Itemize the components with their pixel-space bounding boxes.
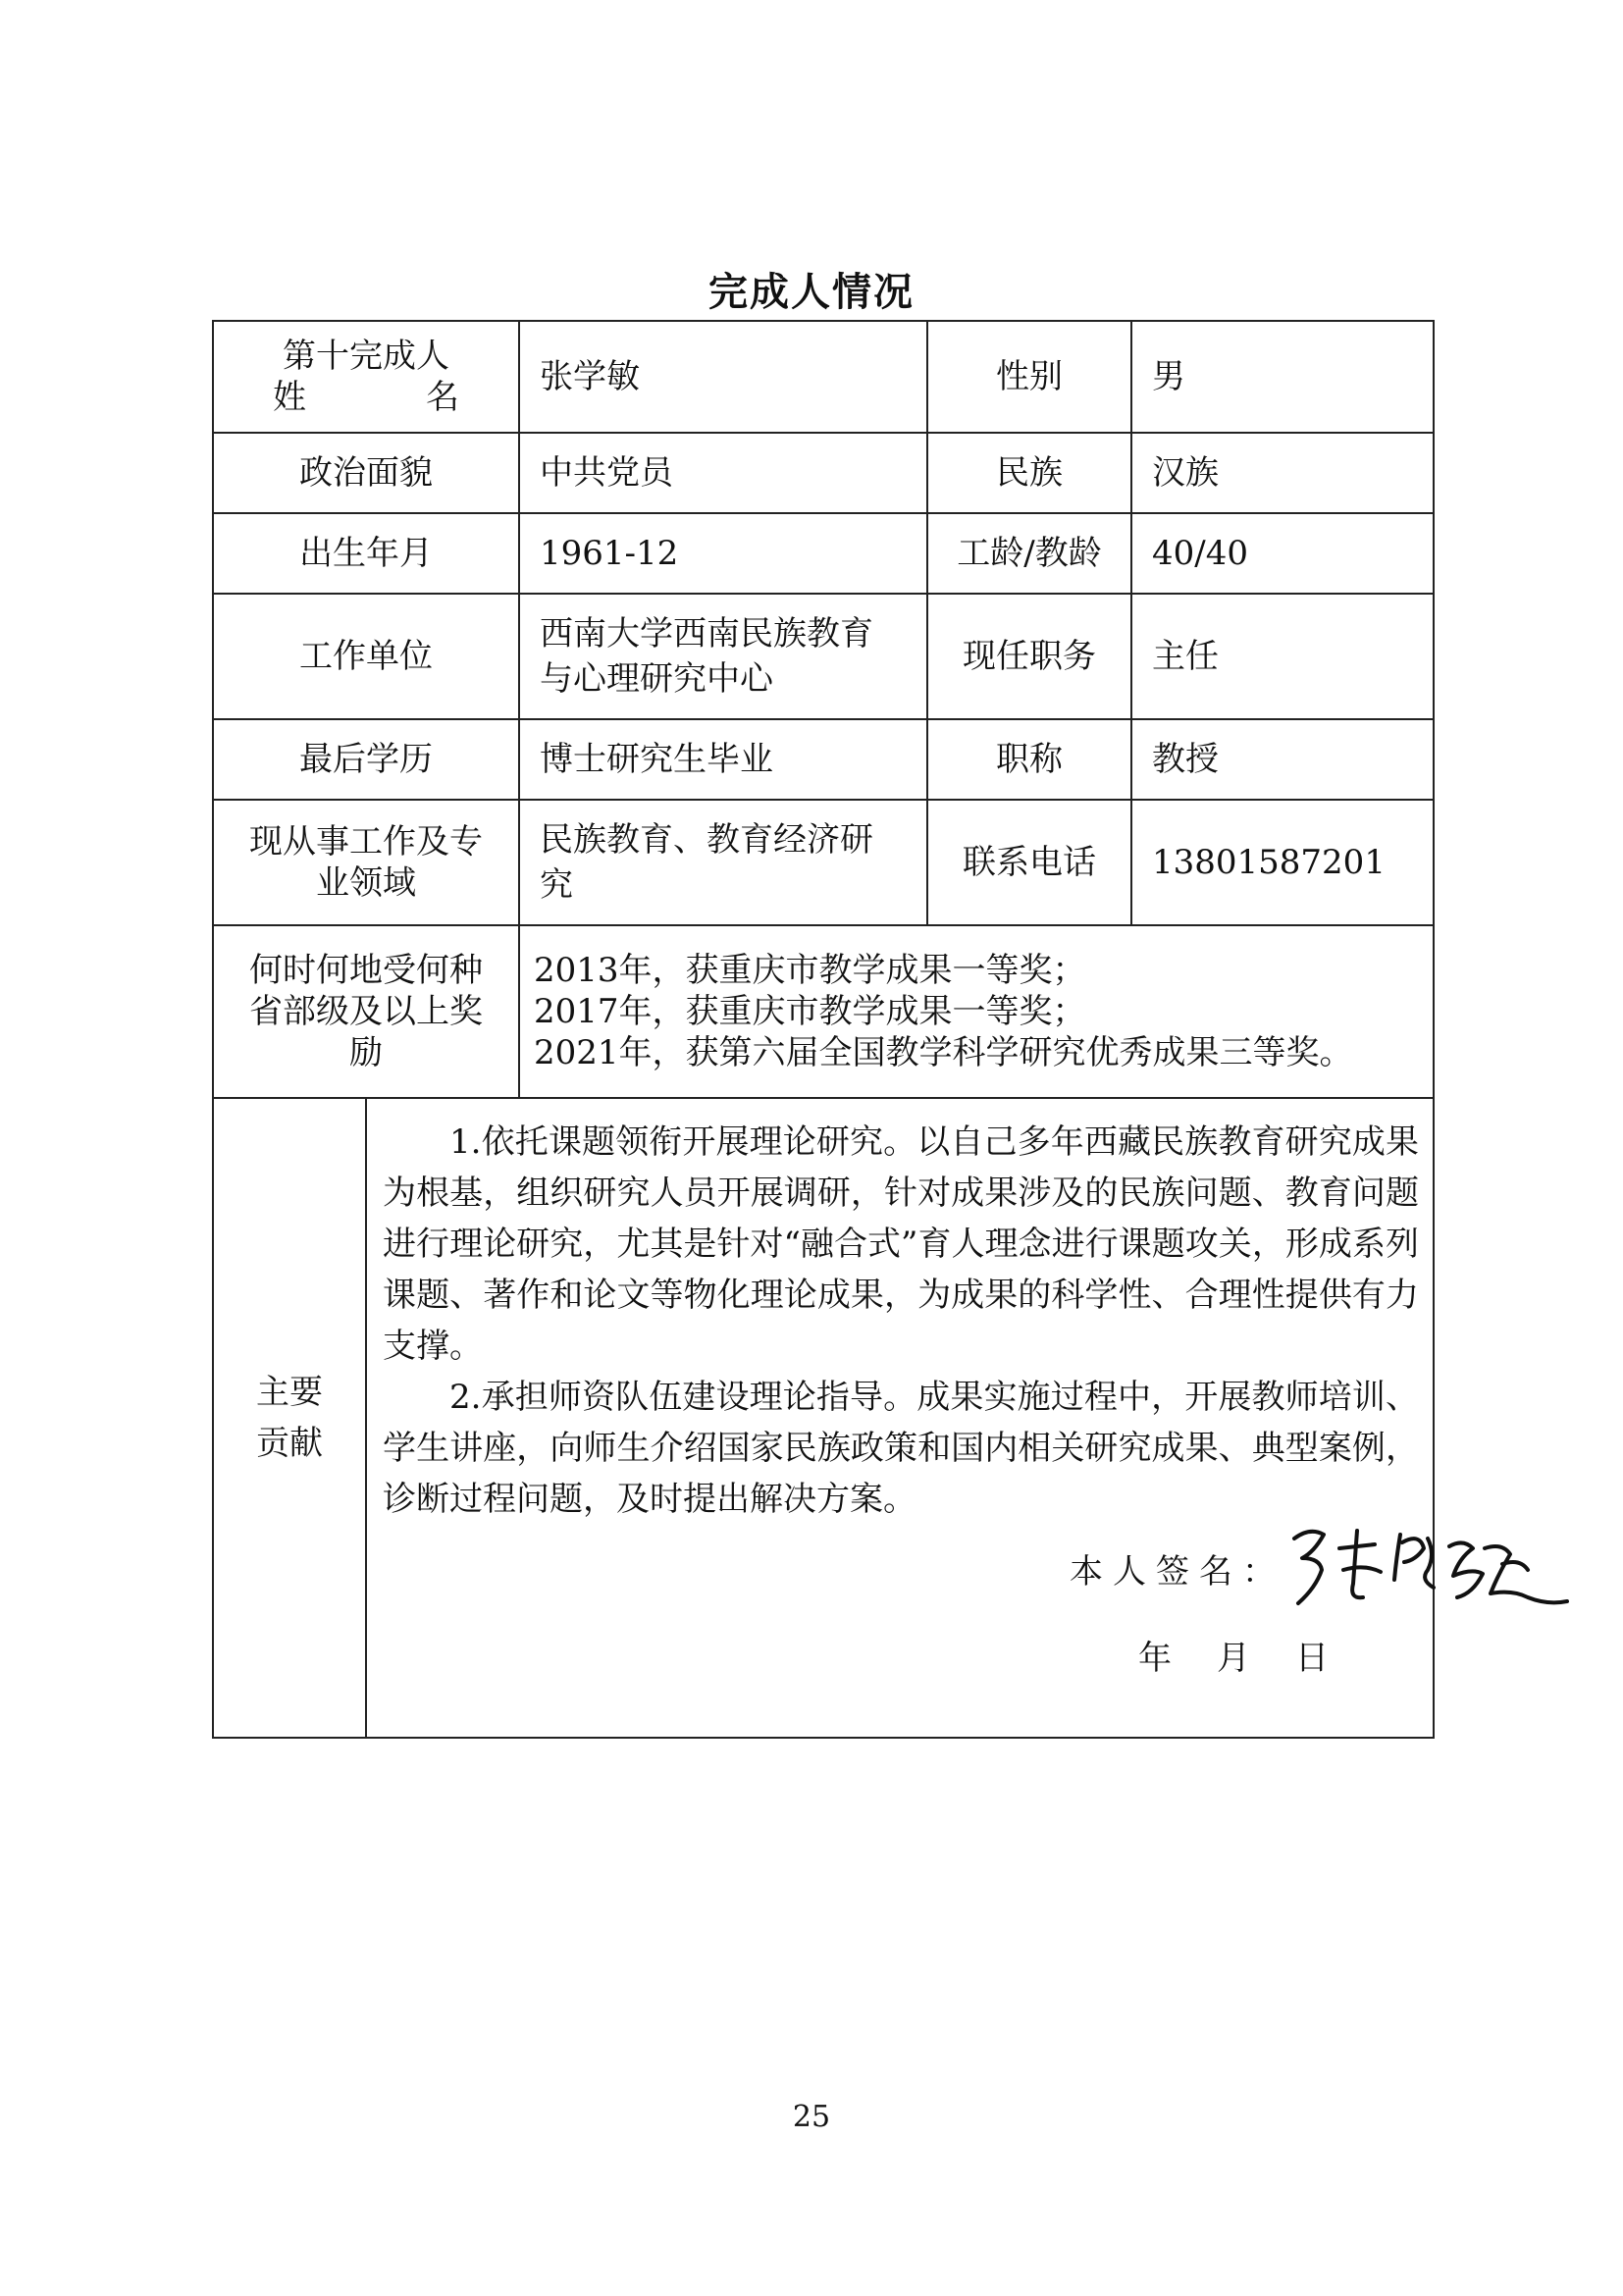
award-item: 2017年，获重庆市教学成果一等奖； — [534, 992, 1086, 1031]
awards-value — [519, 925, 1434, 1098]
employer-line-2: 与心理研究中心 — [540, 659, 773, 699]
contrib-paragraph: 2.承担师资队伍建设理论指导。成果实施过程中，开展教师培训、学生讲座，向师生介绍国家民族政策和国内相关研究成果、典型案例，诊断过程问题，及时提出解决方案。 — [383, 1378, 1419, 1519]
rank-label: 第十完成人 — [283, 337, 449, 376]
field-line-1: 民族教育、教育经济研 — [540, 820, 873, 860]
position-value: 主任 — [1131, 594, 1434, 719]
date-row — [383, 1633, 1419, 1684]
signature-row — [383, 1525, 1419, 1633]
table-row — [213, 594, 1434, 719]
date-month: 月 — [1217, 1639, 1250, 1678]
political-value: 中共党员 — [519, 433, 927, 513]
name-label — [213, 321, 519, 433]
contrib-label — [213, 1098, 366, 1738]
awards-label — [213, 925, 519, 1098]
award-item: 2013年，获重庆市教学成果一等奖； — [534, 951, 1086, 990]
awards-label-line-2: 省部级及以上奖 — [249, 992, 483, 1031]
field-value — [519, 800, 927, 925]
seniority-label: 工龄/教龄 — [927, 513, 1131, 594]
date-year: 年 — [1138, 1639, 1172, 1678]
table-row — [213, 321, 1434, 433]
award-item: 2021年，获第六届全国教学科学研究优秀成果三等奖。 — [534, 1033, 1353, 1072]
phone-label: 联系电话 — [927, 800, 1131, 925]
field-line-2: 究 — [540, 865, 573, 905]
gender-value: 男 — [1131, 321, 1434, 433]
table-row — [213, 925, 1434, 1098]
field-label-line-2: 业领域 — [316, 863, 416, 903]
field-label — [213, 800, 519, 925]
table-row — [213, 719, 1434, 800]
date-day: 日 — [1295, 1639, 1329, 1678]
name-char-2: 名 — [426, 378, 459, 417]
ethnicity-label: 民族 — [927, 433, 1131, 513]
birth-value: 1961-12 — [519, 513, 927, 594]
employer-label: 工作单位 — [213, 594, 519, 719]
page-number: 25 — [792, 2100, 831, 2134]
contrib-body — [366, 1098, 1434, 1738]
awards-label-line-1: 何时何地受何种 — [249, 951, 483, 990]
political-label: 政治面貌 — [213, 433, 519, 513]
contrib-label-line-2: 贡献 — [256, 1424, 323, 1463]
field-label-line-1: 现从事工作及专 — [249, 822, 483, 861]
handwritten-signature — [1281, 1519, 1575, 1627]
table-row — [213, 800, 1434, 925]
phone-value: 13801587201 — [1131, 800, 1434, 925]
contrib-label-line-1: 主要 — [256, 1373, 323, 1412]
employer-line-1: 西南大学西南民族教育 — [540, 614, 873, 653]
title-value: 教授 — [1131, 719, 1434, 800]
name-value: 张学敏 — [519, 321, 927, 433]
page-title: 完成人情况 — [708, 270, 915, 315]
table-row — [213, 1098, 1434, 1738]
birth-label: 出生年月 — [213, 513, 519, 594]
signature-label: 本人签名： — [1070, 1552, 1285, 1592]
title-label: 职称 — [927, 719, 1131, 800]
education-label: 最后学历 — [213, 719, 519, 800]
table-row — [213, 513, 1434, 594]
education-value: 博士研究生毕业 — [519, 719, 927, 800]
employer-value — [519, 594, 927, 719]
name-char-1: 姓 — [273, 378, 306, 417]
contrib-paragraph: 1.依托课题领衔开展理论研究。以自己多年西藏民族教育研究成果为根基，组织研究人员开展调研，针对成果涉及的民族问题、教育问题进行理论研究，尤其是针对“融合式”育人理念进行课题攻关，形成系列课题、著作和论文等物化理论成果，为成果的科学性、合理性提供有力支撑。 — [383, 1122, 1419, 1366]
ethnicity-value: 汉族 — [1131, 433, 1434, 513]
info-table — [212, 320, 1435, 1739]
awards-label-line-3: 励 — [349, 1033, 383, 1072]
table-row — [213, 433, 1434, 513]
position-label: 现任职务 — [927, 594, 1131, 719]
seniority-value: 40/40 — [1131, 513, 1434, 594]
gender-label: 性别 — [927, 321, 1131, 433]
